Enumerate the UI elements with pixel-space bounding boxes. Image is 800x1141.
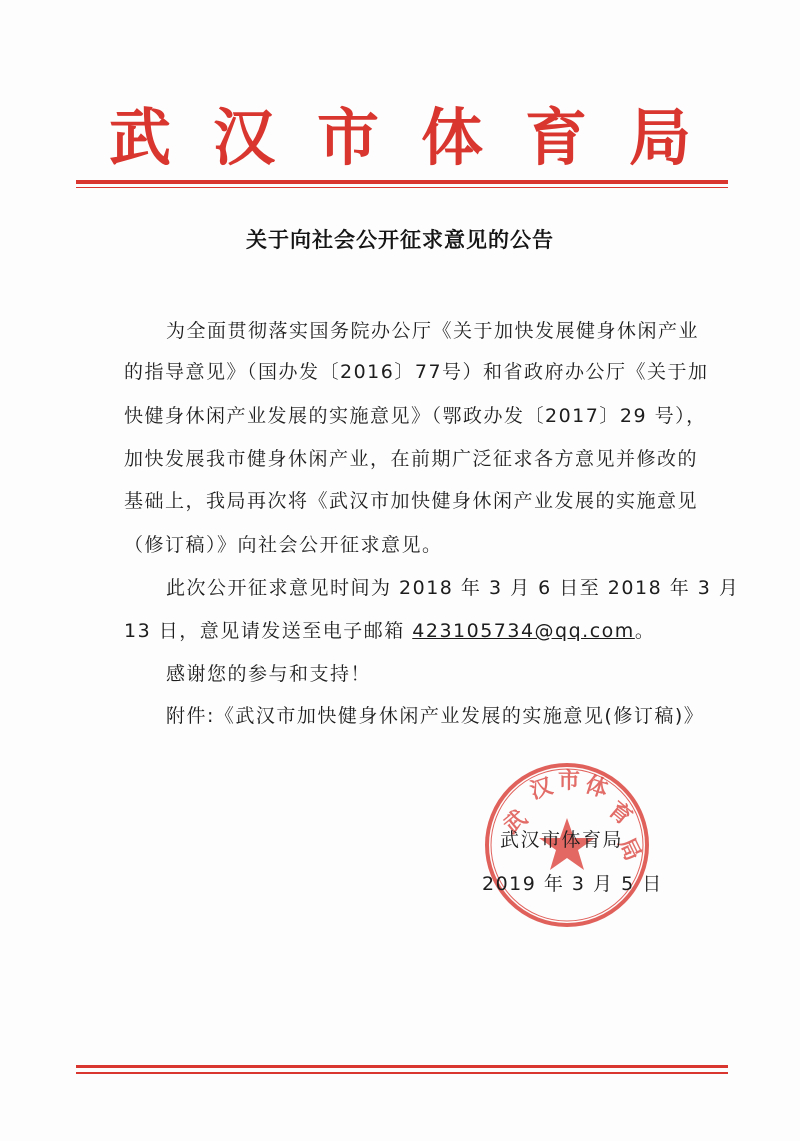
svg-text:武: 武 [498,805,533,840]
email-link[interactable]: 423105734@qq.com [412,620,635,642]
paragraph-2-line-2 [124,616,700,643]
paragraph-1-line-1: 为全面贯彻落实国务院办公厅《关于加快发展健身休闲产业 [166,320,700,342]
paragraph-1-line-3: 快健身休闲产业发展的实施意见》（鄂政办发〔2017〕29 号）， [124,405,707,427]
letterhead-title: 武汉市体育局 [108,101,733,174]
paragraph-1-line-6: （修订稿）》向社会公开征求意见。 [124,534,443,556]
paragraph-1-line-2: 的指导意见》（国办发〔2016〕77号）和省政府办公厅《关于加 [124,361,709,383]
svg-text:育: 育 [603,796,637,831]
paragraph-2-line-1: 此次公开征求意见时间为 2018 年 3 月 6 日至 2018 年 3 月 [166,577,740,599]
paragraph-1-line-4: 加快发展我市健身休闲产业，在前期广泛征求各方意见并修改的 [124,448,699,470]
paragraph-1-line-5: 基础上，我局再次将《武汉市加快健身休闲产业发展的实施意见 [124,490,699,512]
signature-organization: 武汉市体育局 [500,829,624,851]
paragraph-2-line-2-suffix: 。 [634,620,656,642]
attachment-line: 附件:《武汉市加快健身休闲产业发展的实施意见(修订稿)》 [166,705,705,727]
svg-text:体: 体 [582,771,612,804]
footer-rule-thick [76,1065,728,1068]
paragraph-2-line-2-prefix: 13 日，意见请发送至电子邮箱 [124,620,413,642]
footer-rule-thin [76,1072,728,1074]
signature-date: 2019 年 3 月 5 日 [482,873,663,895]
letterhead-rule-thin [76,187,728,188]
svg-text:局: 局 [613,833,647,865]
svg-text:汉: 汉 [526,772,556,805]
notice-title: 关于向社会公开征求意见的公告 [246,227,554,252]
letterhead-rule-thick [76,180,728,184]
svg-text:市: 市 [558,768,581,794]
thanks-line: 感谢您的参与和支持！ [166,663,372,685]
